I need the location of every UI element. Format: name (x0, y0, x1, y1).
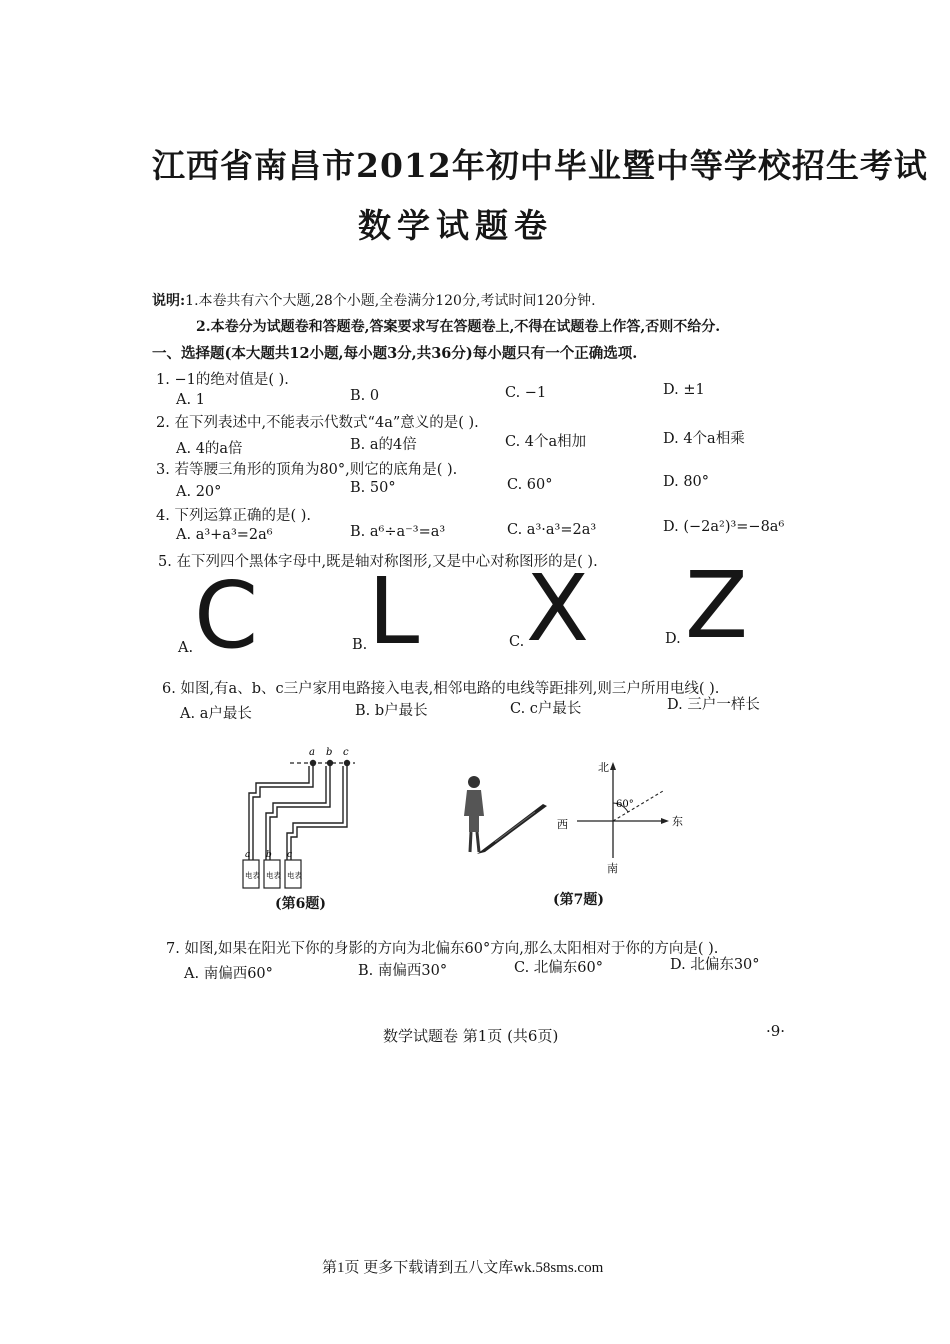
question-4-option-b: B. a⁶÷a⁻³=a³ (350, 524, 446, 540)
question-2-option-d: D. 4个a相乘 (663, 431, 745, 447)
instructions-line2: 2.本卷分为试题卷和答题卷,答案要求写在答题卷上,不得在试题卷上作答,否则不给分. (196, 319, 721, 335)
download-note: 第1页 更多下载请到五八文库wk.58sms.com (322, 1260, 604, 1276)
question-4-option-d: D. (−2a²)³=−8a⁶ (663, 519, 785, 535)
section-heading: 一、选择题(本大题共12小题,每小题3分,共36分)每小题只有一个正确选项. (152, 345, 638, 362)
figure-7-caption: (第7题) (553, 892, 604, 908)
question-7-option-d: D. 北偏东30° (670, 957, 760, 973)
question-3-option-c: C. 60° (507, 477, 553, 493)
letter-z: Z (685, 552, 749, 659)
meter-text-a: 电表 (245, 871, 260, 880)
question-6-option-c: C. c户最长 (510, 701, 582, 717)
page-footer: 数学试题卷 第1页 (共6页) (383, 1027, 559, 1045)
question-1-option-c: C. −1 (505, 385, 547, 401)
meter-label-b: b (266, 850, 272, 860)
meter-text-c: 电表 (287, 871, 302, 880)
question-4-option-c: C. a³·a³=2a³ (507, 522, 597, 538)
paper-subtitle: 数学试题卷 (358, 206, 553, 245)
question-7-stem: 7. 如图,如果在阳光下你的身影的方向为北偏东60°方向,那么太阳相对于你的方向是( ). (166, 941, 719, 957)
meter-label-a: a (245, 850, 251, 860)
question-1-option-b: B. 0 (350, 388, 380, 404)
question-7-option-b: B. 南偏西30° (358, 963, 448, 979)
question-2-option-b: B. a的4倍 (350, 437, 417, 453)
question-3-option-d: D. 80° (663, 474, 710, 490)
compass-east: 东 (672, 815, 683, 828)
figure-6-caption: (第6题) (275, 896, 326, 912)
wire-label-c: c (343, 747, 349, 758)
question-5-stem: 5. 在下列四个黑体字母中,既是轴对称图形,又是中心对称图形的是( ). (158, 554, 598, 570)
question-3-option-a: A. 20° (176, 484, 222, 500)
compass-north: 北 (598, 761, 609, 774)
question-4-option-a: A. a³+a³=2a⁶ (176, 527, 273, 543)
question-5-option-c: C. (509, 634, 525, 650)
page-number: ·9· (766, 1022, 786, 1040)
instructions-text1: 1.本卷共有六个大题,28个小题,全卷满分120分,考试时间120分钟. (185, 293, 596, 309)
question-6-option-a: A. a户最长 (180, 706, 252, 722)
meter-text-b: 电表 (266, 871, 281, 880)
question-6-option-d: D. 三户一样长 (667, 697, 760, 713)
question-6-stem: 6. 如图,有a、b、c三户家用电路接入电表,相邻电路的电线等距排列,则三户所用电线( ). (162, 681, 720, 697)
question-1-option-a: A. 1 (176, 392, 205, 408)
question-5-option-a: A. (178, 640, 194, 656)
figure-6-circuit-diagram (235, 745, 375, 895)
question-5-option-b: B. (352, 637, 368, 653)
letter-c: C (194, 562, 259, 669)
exam-title: 江西省南昌市2012年初中毕业暨中等学校招生考试 (152, 146, 928, 185)
question-1-option-d: D. ±1 (663, 382, 705, 398)
wire-label-b: b (326, 747, 333, 758)
compass-south: 南 (607, 862, 618, 875)
wire-label-a: a (309, 747, 315, 758)
question-7-option-a: A. 南偏西60° (184, 966, 273, 982)
letter-l: L (368, 558, 420, 665)
question-5-option-d: D. (665, 631, 681, 647)
question-6-option-b: B. b户最长 (355, 703, 428, 719)
instructions-line1 (152, 290, 596, 310)
compass-angle: 60° (616, 799, 634, 810)
question-1-stem: 1. −1的绝对值是( ). (156, 372, 289, 388)
question-2-option-a: A. 4的a倍 (176, 441, 243, 457)
instructions-label: 说明: (152, 293, 186, 309)
question-4-stem: 4. 下列运算正确的是( ). (156, 508, 311, 524)
figure-7-compass (555, 758, 690, 878)
question-3-stem: 3. 若等腰三角形的顶角为80°,则它的底角是( ). (156, 462, 458, 478)
figure-7-person-shadow (455, 772, 555, 860)
meter-label-c: c (287, 850, 293, 860)
question-7-option-c: C. 北偏东60° (514, 960, 603, 976)
question-2-option-c: C. 4个a相加 (505, 434, 587, 450)
question-3-option-b: B. 50° (350, 480, 396, 496)
question-2-stem: 2. 在下列表述中,不能表示代数式“4a”意义的是( ). (156, 415, 479, 431)
letter-x: X (526, 555, 590, 662)
compass-west: 西 (557, 818, 568, 831)
